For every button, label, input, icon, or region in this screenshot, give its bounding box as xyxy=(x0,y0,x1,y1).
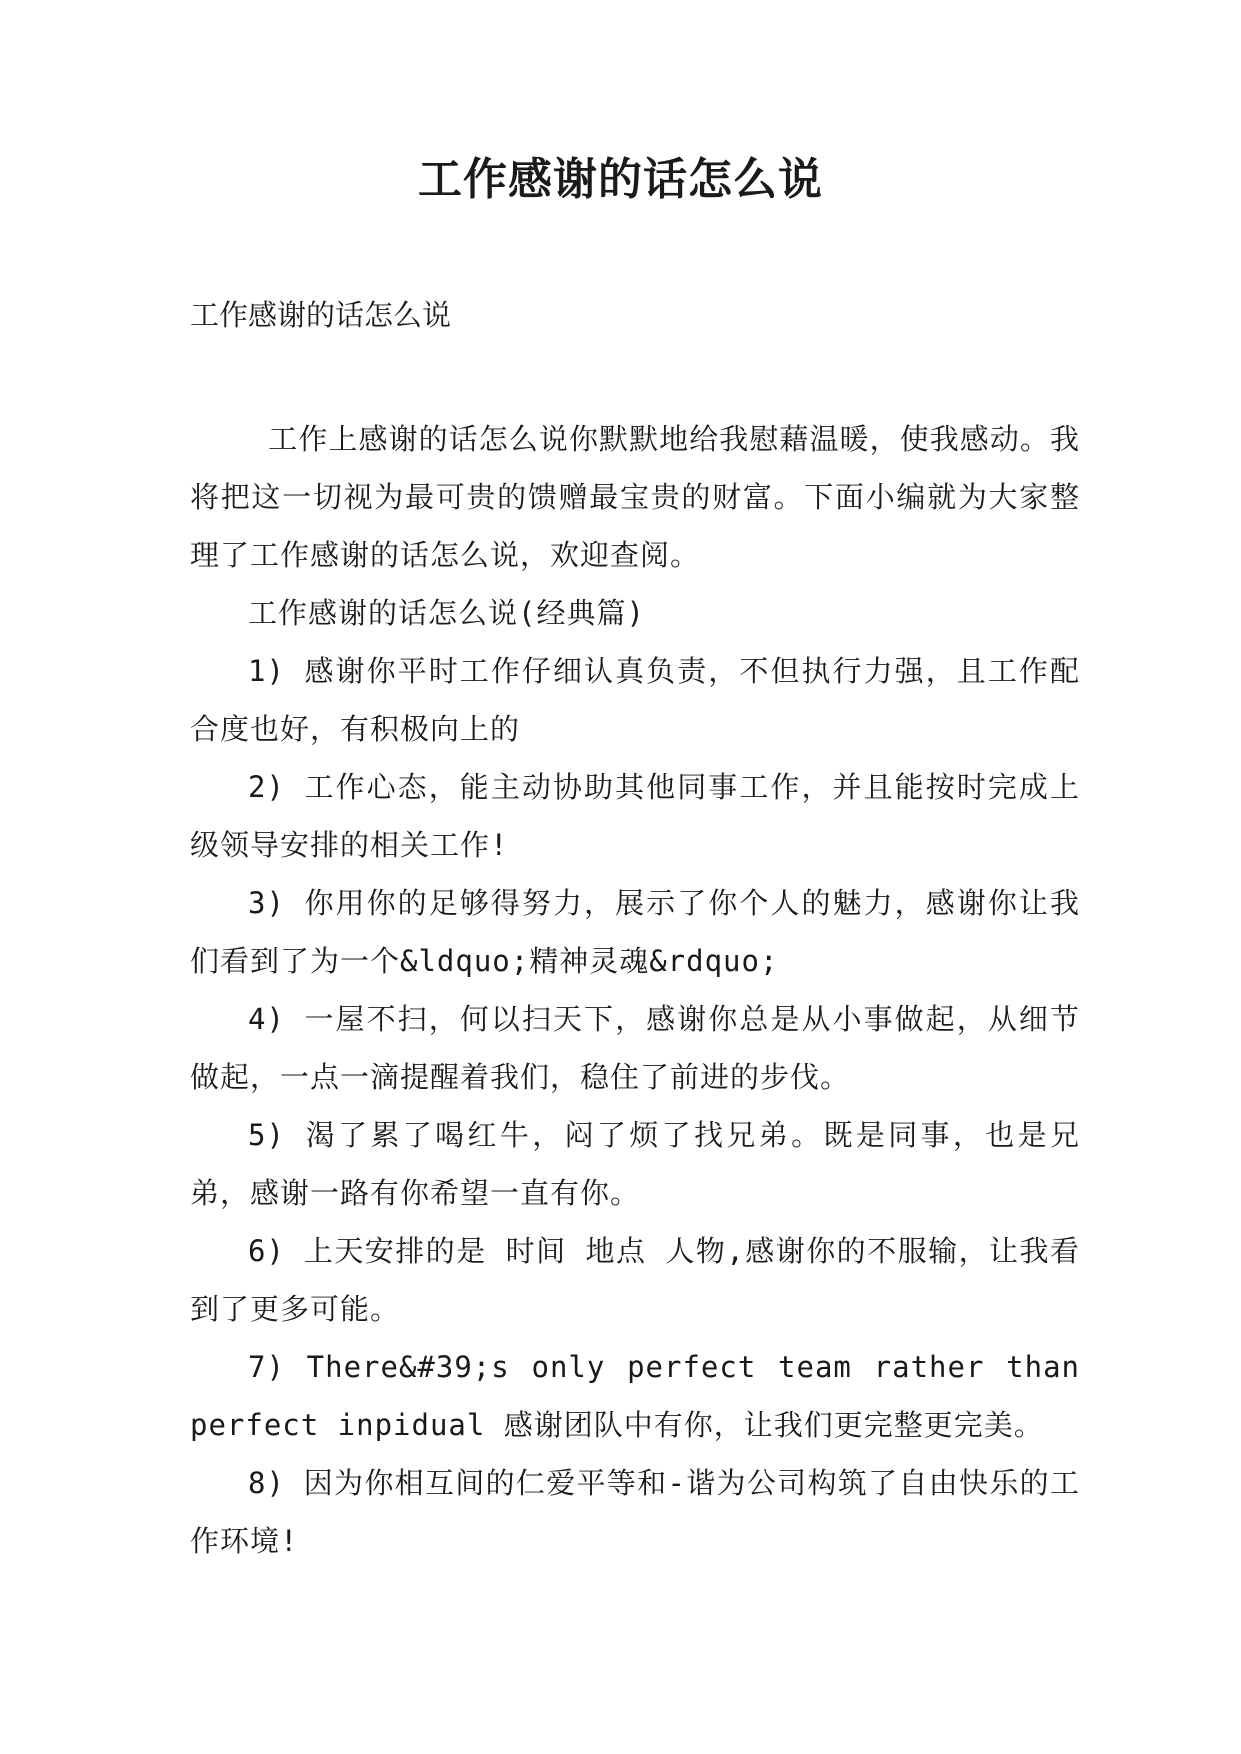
document-subtitle: 工作感谢的话怎么说 xyxy=(190,298,452,332)
intro-paragraph: 工作上感谢的话怎么说你默默地给我慰藉温暖，使我感动。我将把这一切视为最可贵的馈赠最宝贵的财富。下面小编就为大家整理了工作感谢的话怎么说，欢迎查阅。 xyxy=(190,422,1080,572)
list-item: 1) 感谢你平时工作仔细认真负责，不但执行力强，且工作配合度也好，有积极向上的 xyxy=(190,654,1080,746)
document-body xyxy=(190,410,1080,1570)
list-item: 5) 渴了累了喝红牛，闷了烦了找兄弟。既是同事，也是兄弟，感谢一路有你希望一直有你。 xyxy=(190,1118,1080,1210)
list-item: 3) 你用你的足够得努力，展示了你个人的魅力，感谢你让我们看到了为一个&ldquo;精神灵魂&rdquo; xyxy=(190,886,1080,978)
list-item: 2) 工作心态，能主动协助其他同事工作，并且能按时完成上级领导安排的相关工作! xyxy=(190,770,1080,862)
list-item: 7) There&#39;s only perfect team rather than perfect inpidual 感谢团队中有你，让我们更完整更完美。 xyxy=(190,1350,1080,1442)
list-item: 6) 上天安排的是 时间 地点 人物,感谢你的不服输，让我看到了更多可能。 xyxy=(190,1234,1080,1326)
list-item: 4) 一屋不扫，何以扫天下，感谢你总是从小事做起，从细节做起，一点一滴提醒着我们，稳住了前进的步伐。 xyxy=(190,1002,1080,1094)
document-title: 工作感谢的话怎么说 xyxy=(418,154,823,205)
section-heading: 工作感谢的话怎么说(经典篇) xyxy=(248,596,645,630)
list-item: 8) 因为你相互间的仁爱平等和-谐为公司构筑了自由快乐的工作环境! xyxy=(190,1466,1080,1558)
